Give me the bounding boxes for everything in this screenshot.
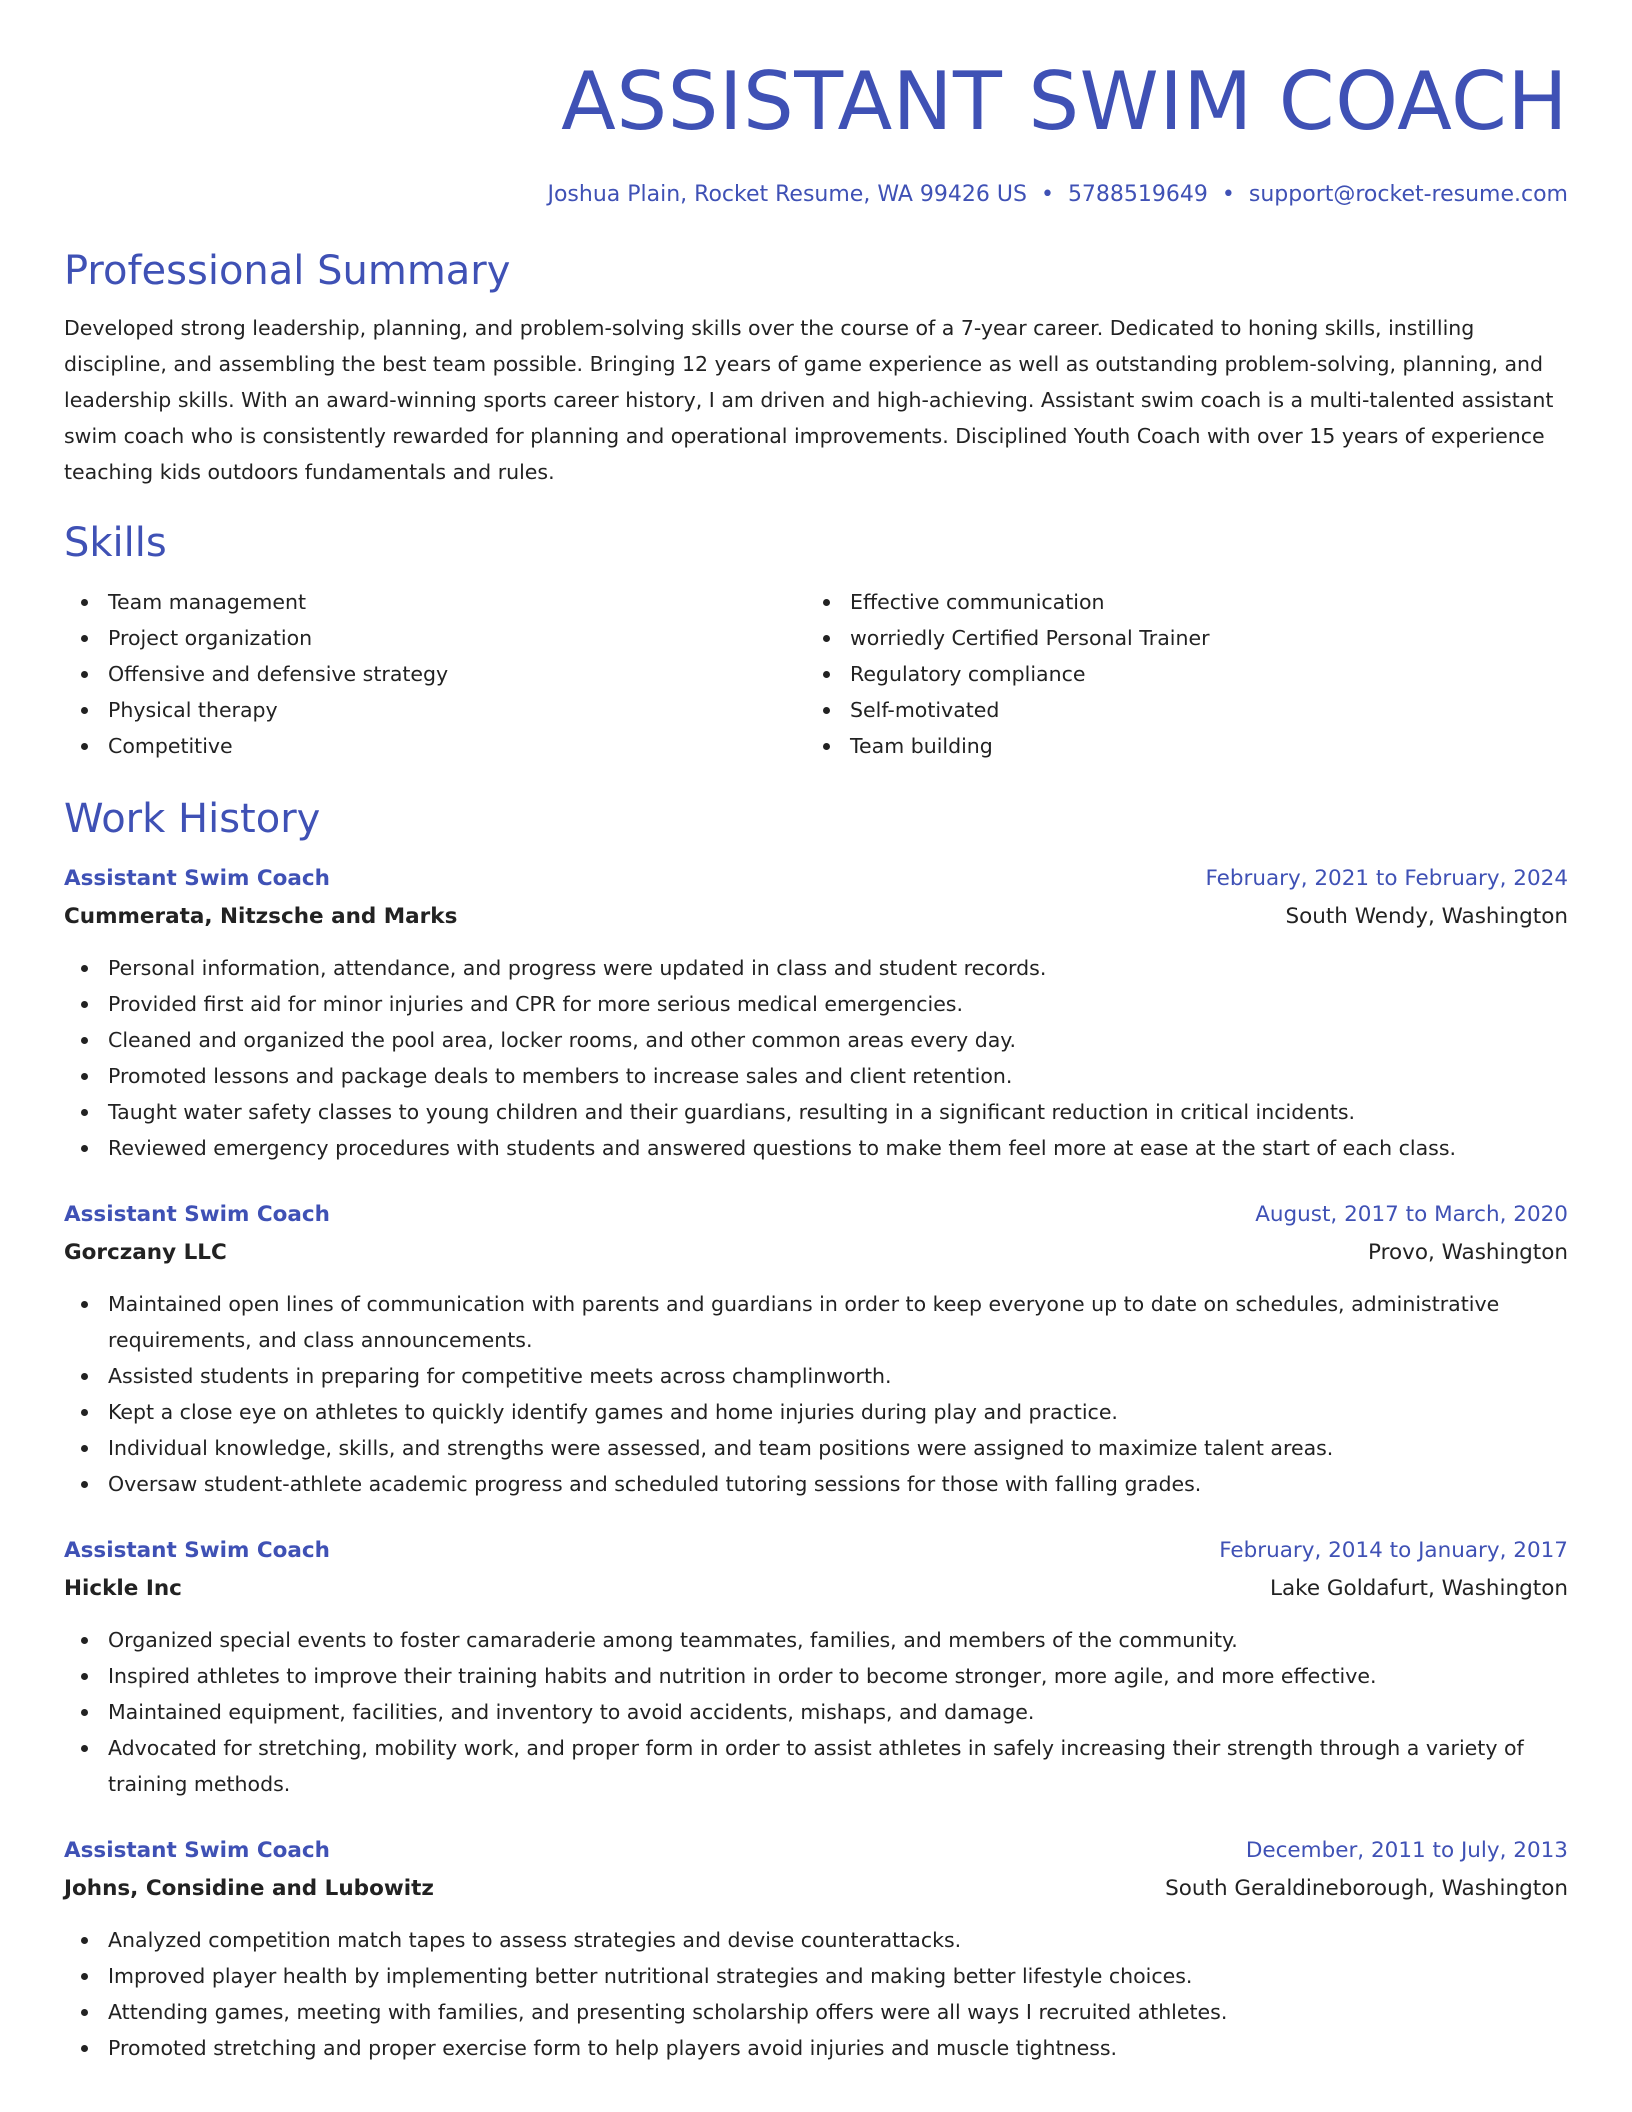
skill-item: Competitive [64,728,806,764]
job-company: Johns, Considine and Lubowitz [64,1876,434,1901]
contact-address: Joshua Plain, Rocket Resume, WA 99426 US [547,182,1027,207]
job-location: Lake Goldafurt, Washington [1270,1576,1568,1601]
job-entry [64,1832,1568,2066]
job-location: Provo, Washington [1368,1240,1568,1265]
job-location: South Geraldineborough, Washington [1165,1876,1568,1901]
skill-item: Team building [806,728,1548,764]
contact-separator: • [1221,182,1235,207]
work-history-heading: Work History [64,796,321,842]
contact-email[interactable]: support@rocket-resume.com [1248,182,1568,207]
job-bullets [64,1286,1568,1502]
job-title: Assistant Swim Coach [64,866,330,891]
job-company-row [64,1870,1568,1908]
job-title: Assistant Swim Coach [64,1202,330,1227]
job-company-row [64,1570,1568,1608]
contact-phone[interactable]: 5788519649 [1067,182,1208,207]
job-dates: February, 2021 to February, 2024 [1205,866,1568,891]
contact-separator: • [1040,182,1054,207]
job-bullets [64,1922,1568,2066]
job-location: South Wendy, Washington [1285,904,1568,929]
job-bullet: Cleaned and organized the pool area, locker rooms, and other common areas every day. [64,1022,1568,1058]
job-bullet: Analyzed competition match tapes to assess strategies and devise counterattacks. [64,1922,1568,1958]
job-title-row [64,1532,1568,1570]
skill-item: Team management [64,584,806,620]
skills-grid [64,584,1568,764]
job-bullet: Advocated for stretching, mobility work, and proper form in order to assist athletes in safely increasing their strength through a variety of training methods. [64,1730,1568,1802]
job-bullet: Provided first aid for minor injuries and CPR for more serious medical emergencies. [64,986,1568,1022]
work-history-section [64,792,1568,2066]
skills-section [64,516,1568,764]
skill-item: Physical therapy [64,692,806,728]
resume-title: ASSISTANT SWIM COACH [561,55,1568,148]
job-company: Cummerata, Nitzsche and Marks [64,904,458,929]
job-dates: August, 2017 to March, 2020 [1255,1202,1568,1227]
job-entry [64,860,1568,1166]
job-title: Assistant Swim Coach [64,1538,330,1563]
job-bullet: Maintained equipment, facilities, and inventory to avoid accidents, mishaps, and damage. [64,1694,1568,1730]
job-bullet: Improved player health by implementing better nutritional strategies and making better lifestyle choices. [64,1958,1568,1994]
job-bullet: Organized special events to foster camaraderie among teammates, families, and members of the community. [64,1622,1568,1658]
job-dates: December, 2011 to July, 2013 [1245,1838,1568,1863]
resume-header [64,52,1568,210]
job-entry [64,1532,1568,1802]
job-bullet: Personal information, attendance, and progress were updated in class and student records. [64,950,1568,986]
job-bullet: Reviewed emergency procedures with students and answered questions to make them feel more at ease at the start of each class. [64,1130,1568,1166]
job-bullets [64,1622,1568,1802]
contact-line [64,180,1568,210]
job-bullet: Oversaw student-athlete academic progress and scheduled tutoring sessions for those with falling grades. [64,1466,1568,1502]
job-bullets [64,950,1568,1166]
job-bullet: Promoted lessons and package deals to members to increase sales and client retention. [64,1058,1568,1094]
job-bullet: Assisted students in preparing for competitive meets across champlinworth. [64,1358,1568,1394]
job-bullet: Inspired athletes to improve their training habits and nutrition in order to become stronger, more agile, and more effective. [64,1658,1568,1694]
summary-text: Developed strong leadership, planning, and problem-solving skills over the course of a 7-year career. Dedicated to honing skills, instilling discipline, and assembling the best team possible. Bringing 12 years of game experience as well as outstanding problem-solving, planning, and leadership skills. With an award-winning sports career history, I am driven and high-achieving. Assistant swim coach is a multi-talented assistant swim coach who is consistently rewarded for planning and operational improvements. Disciplined Youth Coach with over 15 years of experience teaching kids outdoors fundamentals and rules. [64,316,1554,484]
job-bullet: Maintained open lines of communication with parents and guardians in order to keep everyone up to date on schedules, administrative requirements, and class announcements. [64,1286,1568,1358]
job-bullet: Promoted stretching and proper exercise form to help players avoid injuries and muscle tightness. [64,2030,1568,2066]
job-title-row [64,860,1568,898]
job-title-row [64,1832,1568,1870]
job-bullet: Kept a close eye on athletes to quickly identify games and home injuries during play and practice. [64,1394,1568,1430]
job-entry [64,1196,1568,1502]
job-company: Hickle Inc [64,1576,182,1601]
job-company-row [64,1234,1568,1272]
skill-item: Project organization [64,620,806,656]
skill-item: Effective communication [806,584,1548,620]
skills-heading: Skills [64,520,167,566]
job-bullet: Taught water safety classes to young children and their guardians, resulting in a significant reduction in critical incidents. [64,1094,1568,1130]
skill-item: worriedly Certified Personal Trainer [806,620,1548,656]
job-bullet: Individual knowledge, skills, and strengths were assessed, and team positions were assigned to maximize talent areas. [64,1430,1568,1466]
job-bullet: Attending games, meeting with families, and presenting scholarship offers were all ways I recruited athletes. [64,1994,1568,2030]
skill-item: Self-motivated [806,692,1548,728]
summary-heading: Professional Summary [64,248,511,294]
job-company: Gorczany LLC [64,1240,227,1265]
job-title: Assistant Swim Coach [64,1838,330,1863]
job-company-row [64,898,1568,936]
job-title-row [64,1196,1568,1234]
skill-item: Regulatory compliance [806,656,1548,692]
summary-section [64,244,1568,490]
skill-item: Offensive and defensive strategy [64,656,806,692]
job-dates: February, 2014 to January, 2017 [1219,1538,1568,1563]
skills-column-right [806,584,1548,764]
skills-column-left [64,584,806,764]
